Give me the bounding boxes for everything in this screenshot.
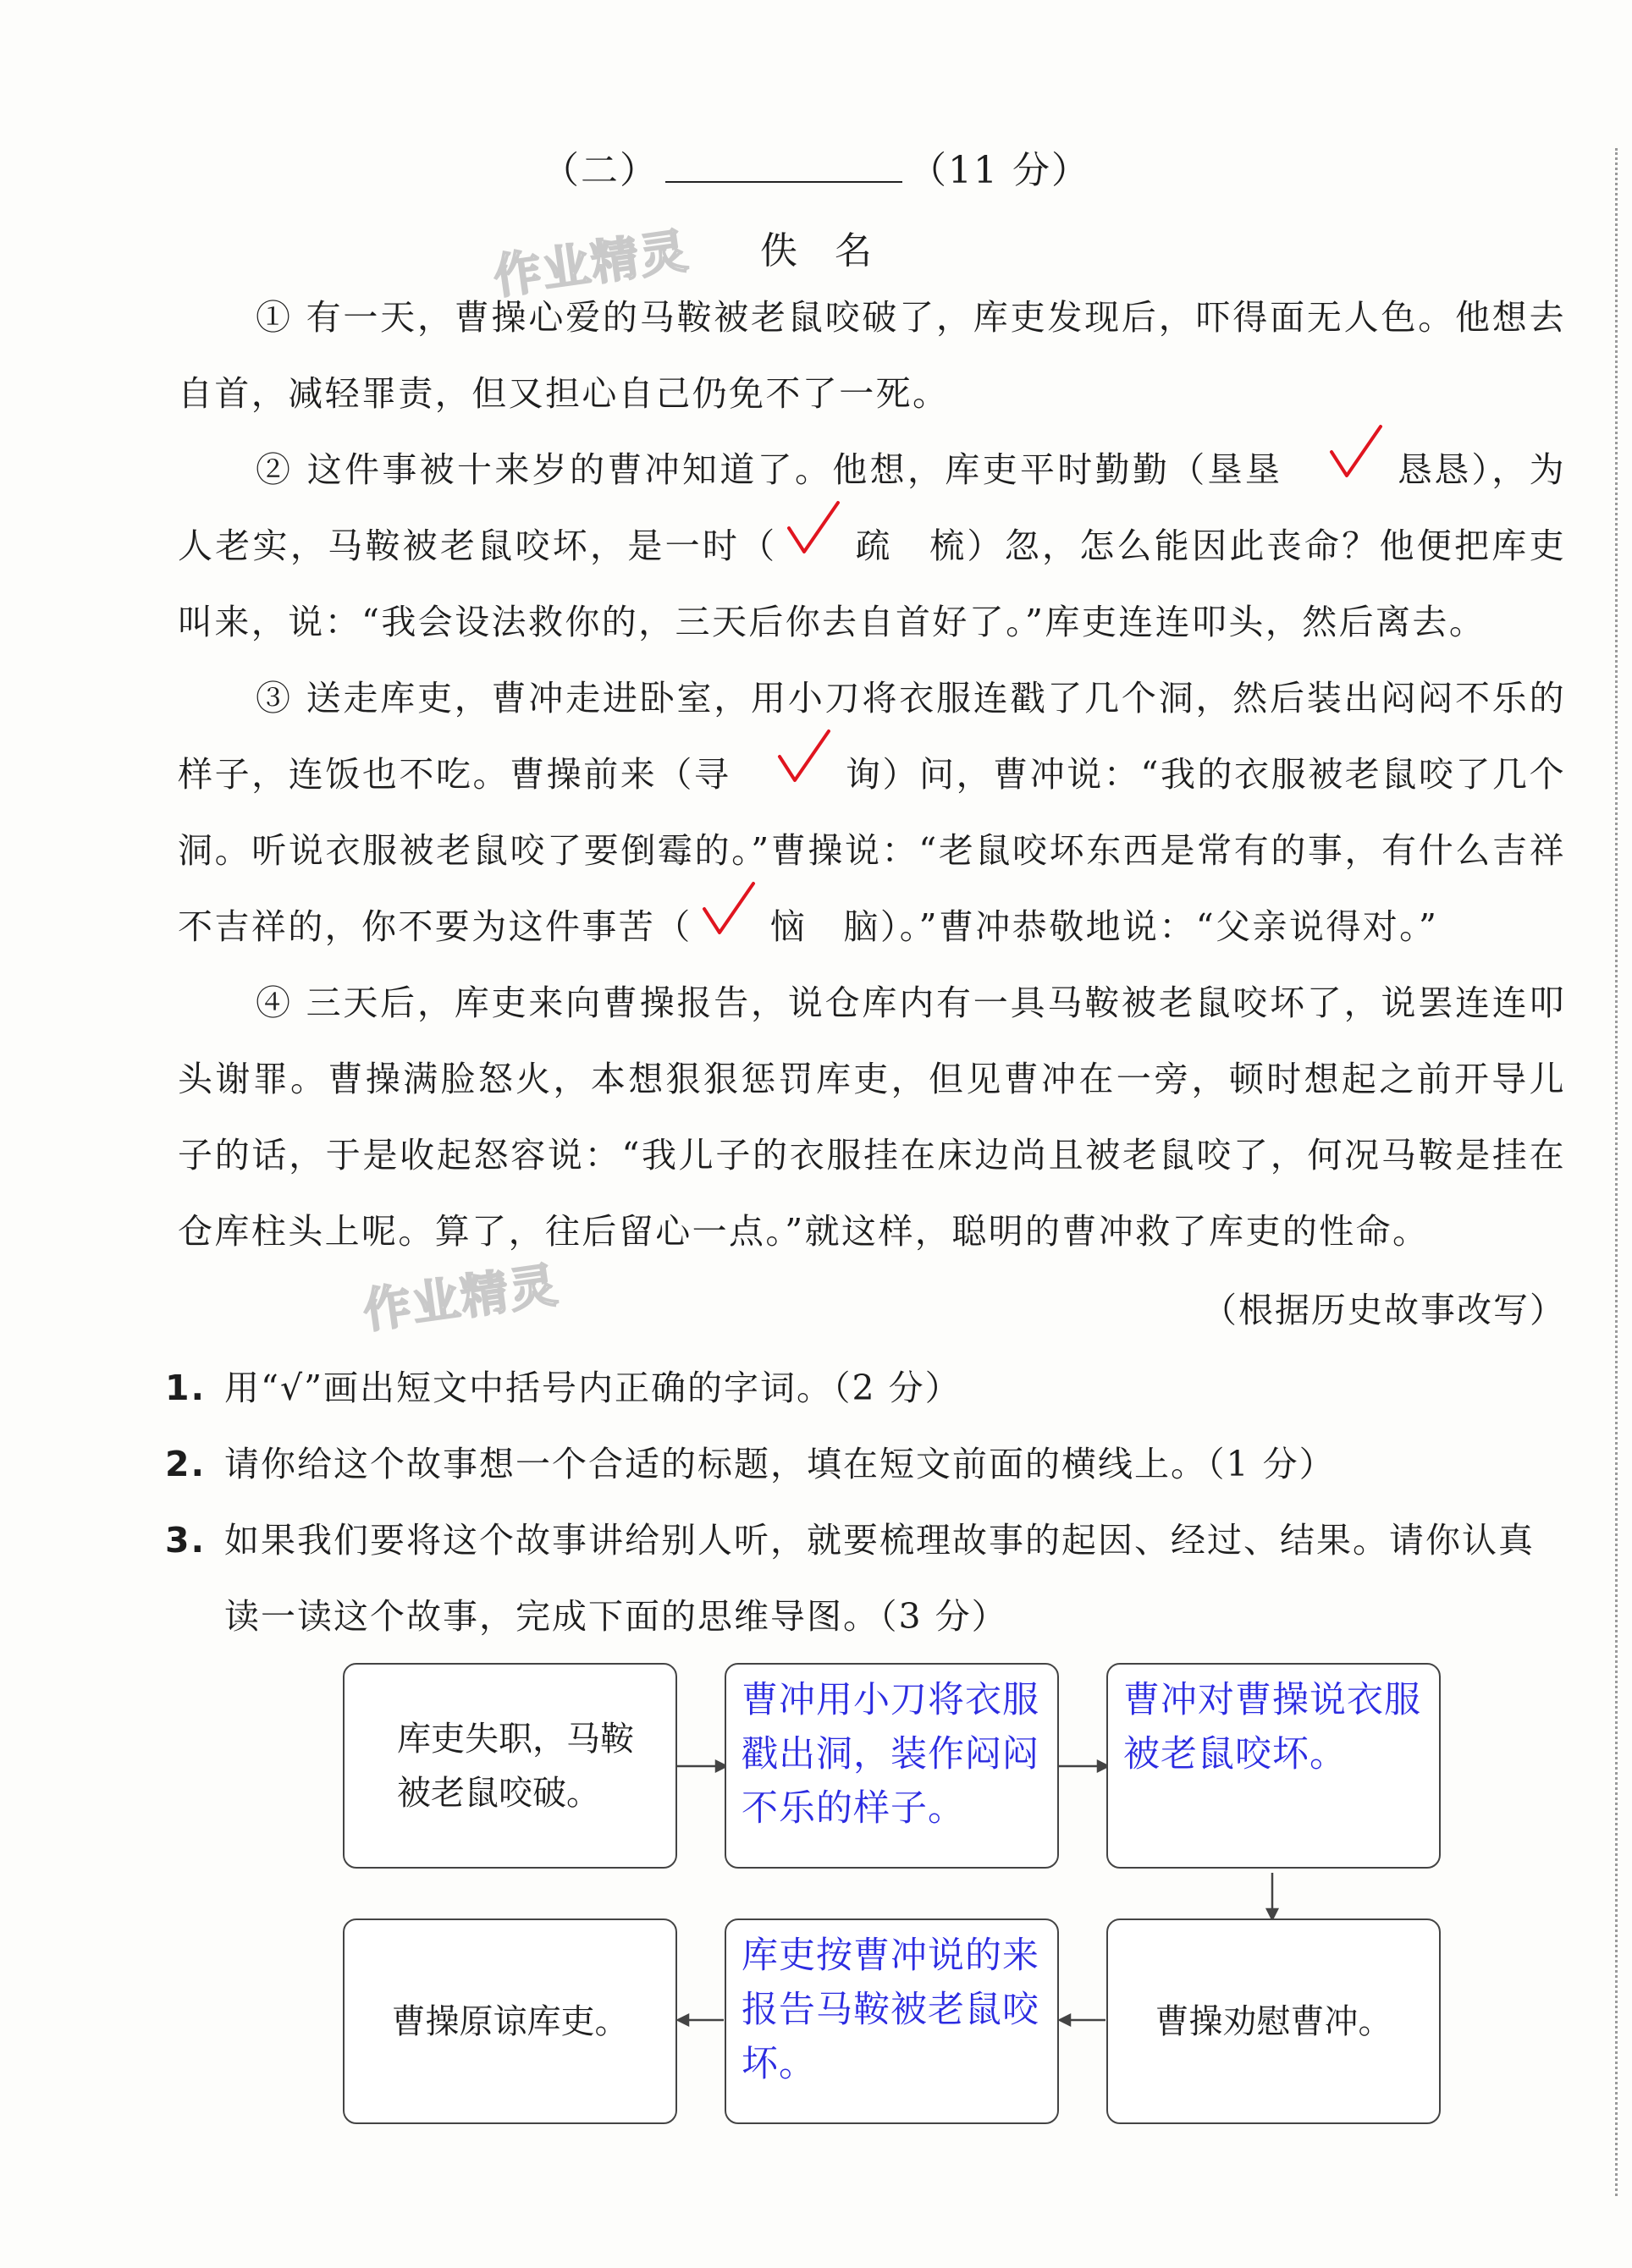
mindmap-box-text: 曹操原谅库吏。 bbox=[391, 2001, 629, 2041]
heading-prefix: （二） bbox=[542, 149, 659, 192]
watermark: 作业精灵 bbox=[490, 223, 693, 306]
mindmap-box-text: 库吏失职，马鞍被老鼠咬破。 bbox=[397, 1719, 634, 1813]
choice-option-checked[interactable]: 恳恳 bbox=[1320, 432, 1471, 508]
author-line: 佚名 bbox=[760, 229, 909, 272]
paragraph-3-text-a: ③ 送走库吏，曹冲走进卧室，用小刀将衣服连戳了几个洞，然后装出闷闷不乐的样子，连饭也不吃。曹操前来（ bbox=[178, 678, 1566, 795]
paragraph-3-text-b: ）问，曹冲说：“我的衣服被老鼠咬了几个洞。听说衣服被老鼠咬了要倒霉的。”曹操说：“老鼠咬坏东西是常有的事，有什么吉祥不吉祥的，你不要为这件事苦（ bbox=[178, 754, 1567, 947]
paragraph-4: ④ 三天后，库吏来向曹操报告，说仓库内有一具马鞍被老鼠咬坏了，说罢连连叩头谢罪。曹操满脸怒火，本想狠狠惩罚库吏，但见曹冲在一旁，顿时想起之前开导儿子的话，于是收起怒容说：“我儿子的衣服挂在床边尚且被老鼠咬了，何况马鞍是挂在仓库柱头上呢。算了，往后留心一点。”就这样，聪明的曹冲救了库吏的性命。 bbox=[178, 983, 1566, 1252]
paragraph-2-text-a: ② 这件事被十来岁的曹冲知道了。他想，库吏平时勤勤（ bbox=[256, 449, 1208, 490]
paragraph-1: ① 有一天，曹操心爱的马鞍被老鼠咬破了，库吏发现后，吓得面无人色。他想去自首，减轻罪责，但又担心自己仍免不了一死。 bbox=[178, 297, 1566, 414]
mindmap-box-text: 曹操劝慰曹冲。 bbox=[1155, 2001, 1392, 2041]
question-text: 如果我们要将这个故事讲给别人听，就要梳理故事的起因、经过、结果。请你认真读一读这个故事，完成下面的思维导图。（3 分） bbox=[224, 1520, 1535, 1637]
question-text: 用“√”画出短文中括号内正确的字词。（2 分） bbox=[224, 1368, 962, 1408]
handwritten-answer: 曹冲对曹操说衣服被老鼠咬坏。 bbox=[1123, 1679, 1421, 1775]
source-note: （根据历史故事改写） bbox=[1202, 1290, 1566, 1330]
heading-score: （11 分） bbox=[909, 149, 1090, 192]
question-text: 请你给这个故事想一个合适的标题，填在短文前面的横线上。（1 分） bbox=[224, 1444, 1336, 1484]
mindmap-answer-box[interactable] bbox=[725, 1918, 1059, 2124]
mindmap-box-cause bbox=[343, 1663, 677, 1869]
mindmap-box-result bbox=[343, 1918, 677, 2124]
mindmap-answer-box[interactable] bbox=[1106, 1663, 1441, 1869]
choice-option[interactable]: 寻 bbox=[693, 754, 731, 795]
paragraph-3-text-c: ）。”曹冲恭敬地说：“父亲说得对。” bbox=[879, 906, 1439, 947]
choice-option[interactable]: 垦垦 bbox=[1207, 449, 1283, 490]
choice-option[interactable]: 脑 bbox=[843, 906, 880, 947]
question-number: 3. bbox=[165, 1520, 207, 1561]
watermark: 作业精灵 bbox=[360, 1258, 563, 1340]
choice-option-checked[interactable]: 疏 bbox=[777, 508, 891, 584]
handwritten-answer: 曹冲用小刀将衣服戳出洞，装作闷闷不乐的样子。 bbox=[742, 1679, 1039, 1830]
mindmap-box-process bbox=[1106, 1918, 1441, 2124]
paragraph-2-text-b: ），为人老实，马鞍被老鼠咬坏，是一时（ bbox=[178, 449, 1566, 566]
question-number: 1. bbox=[165, 1368, 207, 1408]
question-number: 2. bbox=[165, 1444, 207, 1484]
mindmap-answer-box[interactable] bbox=[725, 1663, 1059, 1869]
paragraph-2-text-c: ）忽，怎么能因此丧命？他便把库吏叫来，说：“我会设法救你的，三天后你去自首好了。”库吏连连叩头，然后离去。 bbox=[178, 526, 1566, 642]
handwritten-answer: 库吏按曹冲说的来报告马鞍被老鼠咬坏。 bbox=[742, 1935, 1039, 2085]
choice-option-checked[interactable]: 询 bbox=[768, 736, 882, 812]
choice-option[interactable]: 梳 bbox=[929, 526, 968, 566]
choice-option-checked[interactable]: 恼 bbox=[692, 889, 807, 965]
